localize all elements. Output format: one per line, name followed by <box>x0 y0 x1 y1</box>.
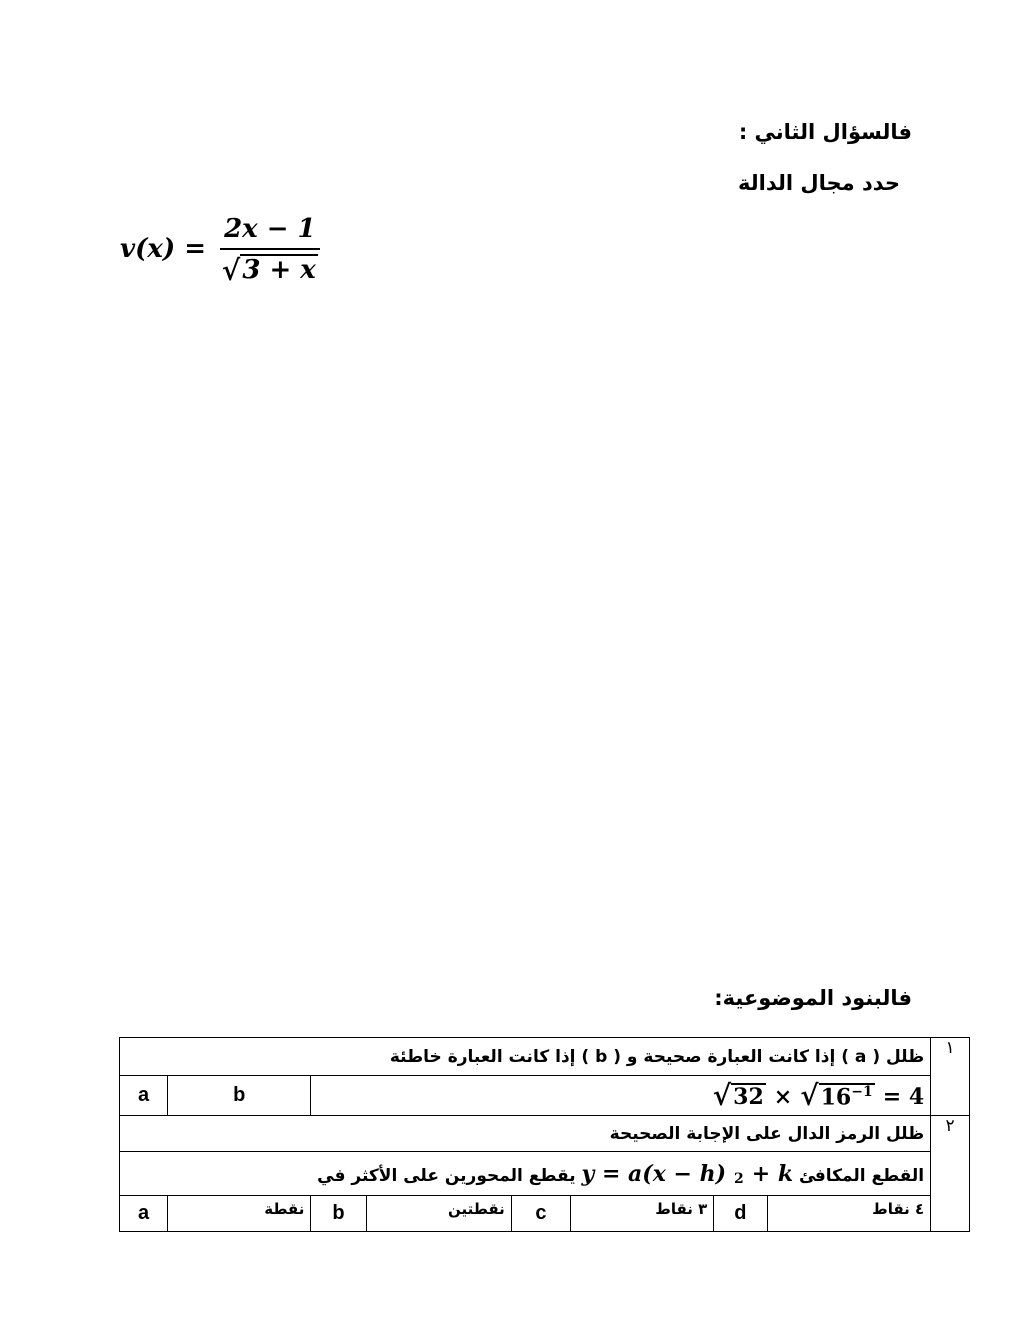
formula-fraction <box>220 214 320 285</box>
item-prompt: ظلل الرمز الدال على الإجابة الصحيحة <box>120 1116 931 1152</box>
formula-lhs: v(x) = <box>120 234 207 265</box>
item-statement: القطع المكافئ y = a(x − h) $_2$ + k يقطع المحورين على الأكثر في <box>120 1152 931 1196</box>
radical-sign-icon: √ <box>800 1078 819 1112</box>
option-b[interactable]: b <box>168 1076 311 1116</box>
option-d[interactable]: d <box>714 1196 767 1232</box>
function-formula <box>120 214 320 285</box>
choice-text: نقطتين <box>366 1196 511 1232</box>
item-statement <box>311 1076 931 1116</box>
table-row <box>120 1152 970 1196</box>
question-instruction: حدد مجال الدالة <box>738 171 900 195</box>
formula-denominator <box>222 250 318 285</box>
radical-sign-icon: √ <box>712 1078 732 1112</box>
item-number: ١ <box>931 1038 970 1116</box>
objective-items-table <box>119 1037 970 1232</box>
formula-radicand: 3 + x <box>242 255 316 285</box>
square-root: √ $16^{-1}$ <box>800 1078 873 1112</box>
choice-text: ٣ نقاط <box>571 1196 714 1232</box>
formula-numerator: 2x − 1 <box>224 214 316 244</box>
question-heading: فالسؤال الثاني : <box>738 120 912 144</box>
item-prompt: ظلل ( a ) إذا كانت العبارة صحيحة و ( b ) إذا كانت العبارة خاطئة <box>120 1038 931 1076</box>
statement-equation: √ 32 × √ $16^{-1}$ = 4 <box>712 1078 925 1112</box>
square-root: √ 32 <box>712 1078 764 1112</box>
table-row <box>120 1076 970 1116</box>
square-root <box>222 254 318 285</box>
parabola-equation: y = a(x − h) $_2$ + k <box>581 1160 794 1187</box>
objective-heading: فالبنود الموضوعية: <box>714 986 912 1010</box>
option-c[interactable]: c <box>511 1196 570 1232</box>
radical-sign-icon: √ <box>221 253 241 287</box>
table-row <box>120 1116 970 1152</box>
item-number: ٢ <box>931 1116 970 1232</box>
table-row <box>120 1196 970 1232</box>
option-b[interactable]: b <box>311 1196 366 1232</box>
table-row <box>120 1038 970 1076</box>
option-a[interactable]: a <box>120 1196 168 1232</box>
option-a[interactable]: a <box>120 1076 168 1116</box>
choice-text: نقطة <box>168 1196 311 1232</box>
choice-text: ٤ نقاط <box>767 1196 931 1232</box>
